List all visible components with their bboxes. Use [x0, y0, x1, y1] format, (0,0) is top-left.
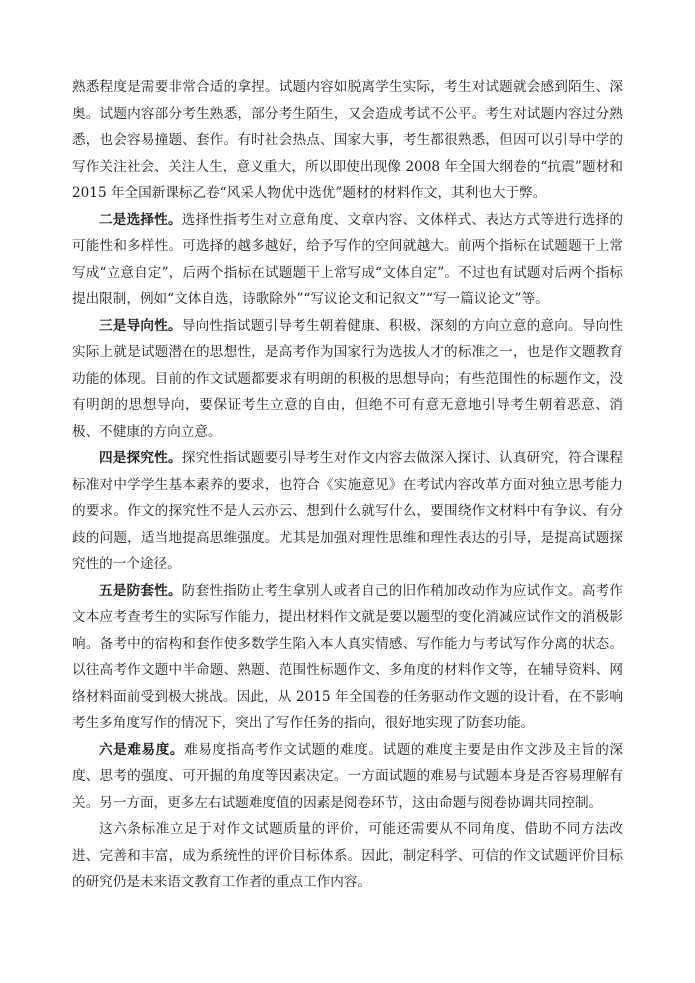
paragraph-selectivity: [72, 207, 623, 313]
document-page: [72, 74, 623, 896]
paragraph-conclusion: [72, 816, 623, 896]
paragraph-text: 这六条标准立足于对作文试题质量的评价，可能还需要从不同角度、借助不同方法改进、完善和丰富，成为系统性的评价目标体系。因此，制定科学、可信的作文试题评价目标的研究仍是未来语文教育工作者的重点工作内容。: [72, 821, 623, 890]
paragraph-text: 选择性指考生对立意角度、文章内容、文体样式、表达方式等进行选择的可能性和多样性。可选择的越多越好，给予写作的空间就越大。前两个指标在试题题干上常写成“立意自定”，后两个指标在试题题干上常写成“文体自定”。不过也有试题对后两个指标提出限制，例如“文体自选，诗歌除外”“写议论文和记叙文”“写一篇议论文”等。: [72, 211, 624, 307]
paragraph-heading: 五是防套性。: [99, 582, 182, 599]
paragraph-text: 探究性指试题要引导考生对作文内容去做深入探讨、认真研究，符合课程标准对中学学生基本素养的要求，也符合《实施意见》在考试内容改革方面对独立思考能力的要求。作文的探究性不是人云亦云、想到什么就写什么，要围绕作文材料中有争议、有分歧的问题，适当地提高思维强度。尤其是加强对理性思维和理性表达的引导，是提高试题探究性的一个途径。: [72, 450, 624, 572]
paragraph-heading: 二是选择性。: [99, 211, 182, 228]
paragraph-anti-template: [72, 578, 623, 737]
paragraph-familiarity-continued: [72, 74, 623, 207]
paragraph-text: 导向性指试题引导考生朝着健康、积极、深刻的方向立意的意向。导向性实际上就是试题潜在的思想性，是高考作为国家行为选拔人才的标准之一，也是作文题教育功能的体现。目前的作文试题都要求有明朗的积极的思想导向；有些范围性的标题作文，没有明朗的思想导向，要保证考生立意的自由，但绝不可有意无意地引导考生朝着恶意、消极、不健康的方向立意。: [72, 317, 624, 440]
paragraph-difficulty: [72, 737, 623, 817]
paragraph-heading: 四是探究性。: [99, 450, 182, 466]
paragraph-text: 防套性指防止考生拿别人或者自己的旧作稍加改动作为应试作文。高考作文本应考查考生的实际写作能力，提出材料作文就是要以题型的变化消减应试作文的消极影响。备考中的宿构和套作使多数学生陷入本人真实情感、写作能力与考试写作分离的状态。以往高考作文题中半命题、熟题、范围性标题作文、多角度的材料作文等，在辅导资料、网络材料面前受到极大挑战。因此，从 2015 年全国卷的任务驱动作文题的设计看，在不影响考生多角度写作的情况下，突出了写作任务的指向，很好地实现了防套功能。: [72, 582, 624, 731]
paragraph-inquiry: [72, 445, 623, 578]
paragraph-text: 熟悉程度是需要非常合适的拿捏。试题内容如脱离学生实际，考生对试题就会感到陌生、深奥。试题内容部分考生熟悉，部分考生陌生，又会造成考试不公平。考生对试题内容过分熟悉，也会容易撞题、套作。有时社会热点、国家大事，考生都很熟悉，但因可以引导中学的写作关注社会、关注人生，意义重大，所以即使出现像 2008 年全国大纲卷的“抗震”题材和 2015 年全国新课标乙卷“风采人物优中选优”题材的材料作文，其利也大于弊。: [72, 79, 623, 201]
paragraph-orientation: [72, 313, 623, 446]
paragraph-heading: 六是难易度。: [99, 741, 185, 758]
paragraph-heading: 三是导向性。: [99, 317, 182, 334]
paragraph-text: 难易度指高考作文试题的难度。试题的难度主要是由作文涉及主旨的深度、思考的强度、可开掘的角度等因素决定。一方面试题的难易与试题本身是否容易理解有关。另一方面，更多左右试题难度值的因素是阅卷环节，这由命题与阅卷协调共同控制。: [72, 741, 624, 811]
